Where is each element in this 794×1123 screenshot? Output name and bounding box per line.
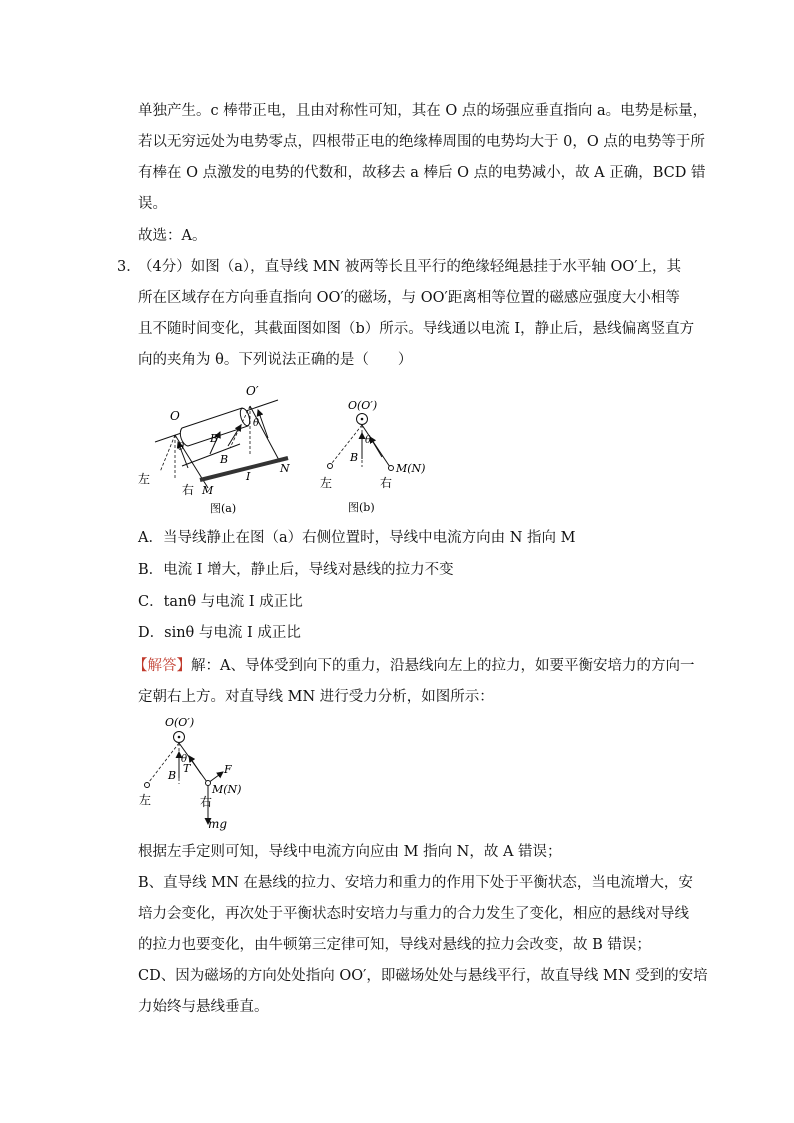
- label-o: O: [170, 409, 180, 423]
- label-b: B: [350, 451, 359, 464]
- label-mg: mg: [208, 817, 228, 831]
- text-line: 故选：A。: [138, 228, 207, 244]
- caption-b: 图(b): [348, 501, 375, 514]
- analysis-line: 力始终与悬线垂直。: [138, 999, 269, 1015]
- label-theta: θ: [181, 754, 188, 765]
- label-f: F: [224, 763, 232, 776]
- text-line: 若以无穷远处为电势零点，四根带正电的绝缘棒周围的电势均大于 0，O 点的电势等于所: [138, 134, 705, 150]
- label-right: 右: [380, 476, 393, 490]
- option-a: A．当导线静止在图（a）右侧位置时，导线中电流方向由 N 指向 M: [138, 530, 576, 546]
- label-b: B: [168, 769, 177, 782]
- label-o-o-prime: O(O′): [348, 399, 378, 412]
- text-line: 单独产生。c 棒带正电，且由对称性可知，其在 O 点的场强应垂直指向 a。电势是标量，: [138, 103, 708, 119]
- analysis-line: B、直导线 MN 在悬线的拉力、安培力和重力的作用下处于平衡状态，当电流增大，安: [138, 875, 693, 891]
- text-line: 误。: [138, 196, 167, 212]
- text-line: 有棒在 O 点激发的电势的代数和，故移去 a 棒后 O 点的电势减小，故 A 正确，BCD 错: [138, 165, 706, 181]
- label-t: T: [183, 762, 191, 775]
- label-m-n: M(N): [396, 462, 426, 475]
- label-left: 左: [320, 476, 333, 490]
- label-theta: θ: [253, 418, 260, 429]
- question-text: （4分）如图（a），直导线 MN 被两等长且平行的绝缘轻绳悬挂于水平轴 OO′上，其: [138, 259, 682, 275]
- answer-line: 定朝右上方。对直导线 MN 进行受力分析，如图所示：: [138, 689, 494, 705]
- analysis-line: CD、因为磁场的方向处处指向 OO′，即磁场处处与悬线平行，故直导线 MN 受到的安培: [138, 968, 708, 984]
- label-o-prime: O′: [246, 384, 259, 398]
- label-o-o-prime: O(O′): [165, 716, 195, 729]
- label-right: 右: [200, 795, 213, 809]
- label-right: 右: [182, 483, 195, 497]
- analysis-line: 的拉力也要变化，由牛顿第三定律可知，导线对悬线的拉力会改变，故 B 错误；: [138, 937, 651, 953]
- label-m: M: [202, 484, 214, 497]
- analysis-line: 培力会变化，再次处于平衡状态时安培力与重力的合力发生了变化，相应的悬线对导线: [138, 906, 689, 922]
- question-text: 所在区域存在方向垂直指向 OO′的磁场，与 OO′距离相等位置的磁感应强度大小相等: [138, 290, 680, 306]
- label-left: 左: [139, 793, 152, 807]
- label-b: B: [220, 453, 229, 466]
- option-b: B．电流 I 增大，静止后，导线对悬线的拉力不变: [138, 562, 454, 578]
- answer-line: [133, 656, 694, 676]
- figure-a: [130, 380, 305, 520]
- answer-tag: 【解答】: [133, 658, 191, 674]
- label-n: N: [280, 462, 290, 475]
- caption-a: 图(a): [210, 502, 237, 515]
- option-d: D．sinθ 与电流 I 成正比: [138, 625, 301, 641]
- option-c: C．tanθ 与电流 I 成正比: [138, 594, 303, 610]
- question-number: 3．: [117, 259, 141, 275]
- label-m-n: M(N): [212, 783, 242, 796]
- figure-force-analysis: [135, 712, 255, 834]
- figure-b: [310, 395, 440, 520]
- label-b: B: [210, 432, 219, 445]
- label-theta: θ: [365, 435, 372, 446]
- question-text: 向的夹角为 θ。下列说法正确的是（ ）: [138, 352, 413, 368]
- label-left: 左: [138, 472, 151, 486]
- answer-text: 解：A、导体受到向下的重力，沿悬线向左上的拉力，如要平衡安培力的方向一: [191, 658, 695, 674]
- label-theta: θ: [178, 442, 185, 453]
- analysis-line: 根据左手定则可知，导线中电流方向应由 M 指向 N，故 A 错误；: [138, 844, 562, 860]
- label-i: I: [246, 470, 251, 483]
- question-text: 且不随时间变化，其截面图如图（b）所示。导线通以电流 I，静止后，悬线偏离竖直方: [138, 321, 695, 337]
